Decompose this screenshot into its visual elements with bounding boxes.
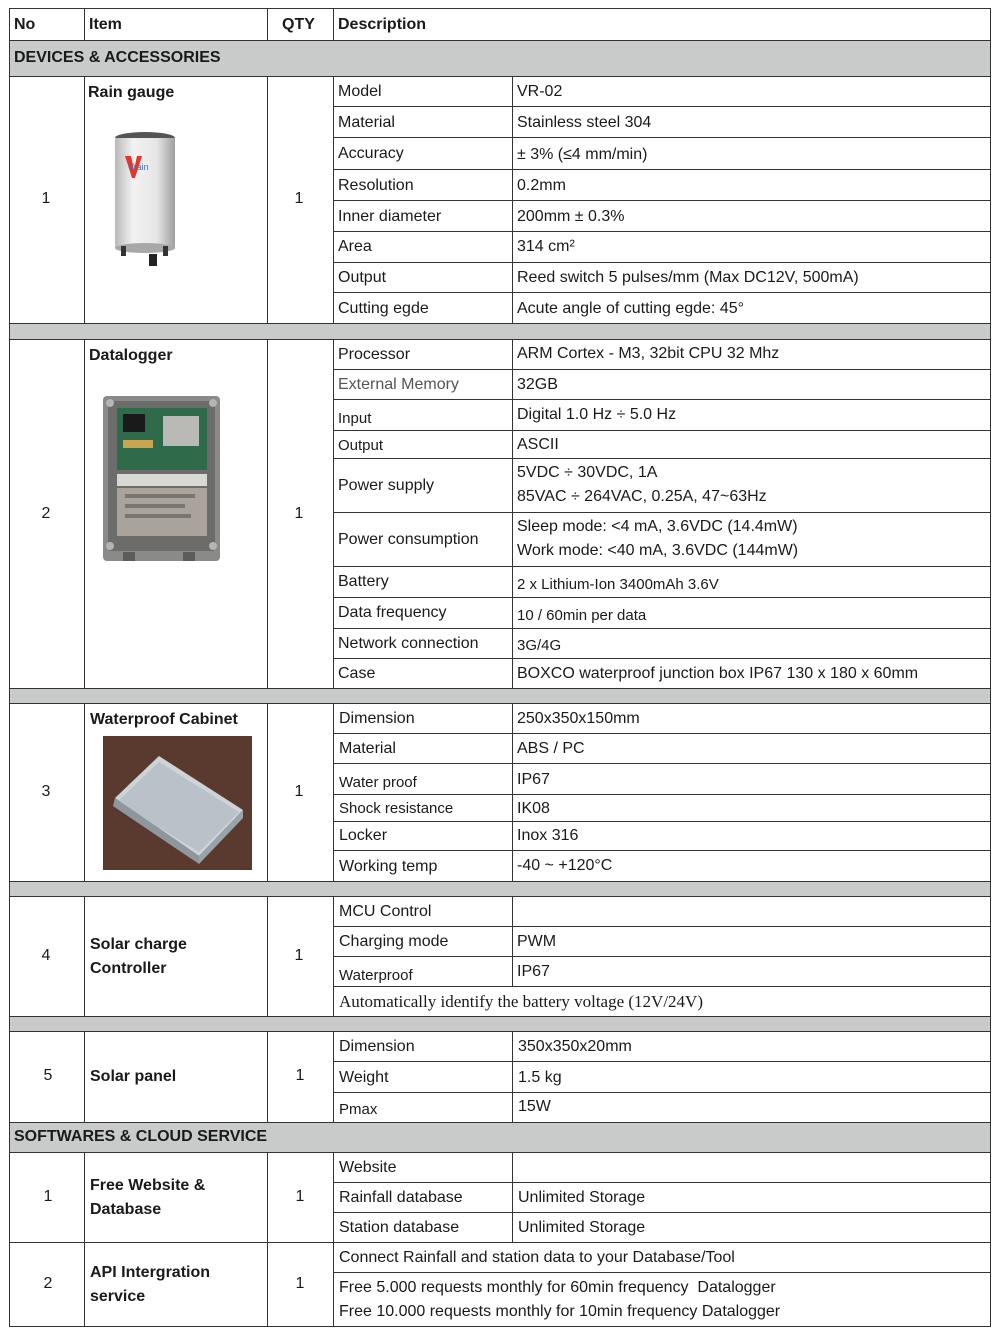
spec-value: IP67 <box>517 771 550 788</box>
row-number: 2 <box>41 505 51 522</box>
row-qty: 1 <box>294 783 304 800</box>
spec-label: Processor <box>338 346 411 363</box>
spec-label: Dimension <box>339 710 415 727</box>
row-number: 3 <box>41 783 51 800</box>
row-number: 1 <box>41 190 51 207</box>
spec-label: Station database <box>339 1219 460 1236</box>
spec-value: 32GB <box>517 376 558 393</box>
spec-value: 0.2mm <box>517 177 566 194</box>
spec-label: Material <box>338 114 395 131</box>
spec-value: PWM <box>517 933 557 950</box>
item-name: Solar panel <box>90 1068 177 1085</box>
service-line: Connect Rainfall and station data to your Database/Tool <box>339 1249 735 1266</box>
item-name: Datalogger <box>89 347 173 364</box>
spec-value: ASCII <box>517 436 559 453</box>
spec-label: Accuracy <box>338 145 404 162</box>
spec-value: BOXCO waterproof junction box IP67 130 x 180 x 60mm <box>517 665 919 682</box>
spec-value: 3G/4G <box>517 637 562 654</box>
row-qty: 1 <box>295 1188 305 1205</box>
rain-gauge-image <box>105 128 185 273</box>
spec-value: Unlimited Storage <box>518 1189 646 1206</box>
spec-value: 314 cm² <box>517 238 575 255</box>
item-name-line1: API Intergration <box>90 1264 211 1281</box>
separator-band <box>9 688 991 703</box>
spec-value: 2 x Lithium-Ion 3400mAh 3.6V <box>517 576 719 593</box>
service-line: Free 5.000 requests monthly for 60min frequency Datalogger <box>339 1279 776 1296</box>
row-number: 1 <box>43 1188 53 1205</box>
spec-label: Charging mode <box>339 933 449 950</box>
item-name-line2: Database <box>90 1201 162 1218</box>
separator-band <box>9 1016 991 1031</box>
spec-value: Acute angle of cutting egde: 45° <box>517 300 745 317</box>
header-item: Item <box>89 16 122 33</box>
row-number: 5 <box>43 1067 53 1084</box>
datalogger-image <box>103 396 220 561</box>
section-title-devices: DEVICES & ACCESSORIES <box>14 49 221 66</box>
spec-label: Power consumption <box>338 531 479 548</box>
row-qty: 1 <box>294 947 304 964</box>
header-qty: QTY <box>282 16 315 33</box>
header-no: No <box>14 16 36 33</box>
spec-value: Inox 316 <box>517 827 579 844</box>
spec-label: Battery <box>338 573 389 590</box>
cabinet-image <box>103 736 252 870</box>
spec-label: Weight <box>339 1069 389 1086</box>
spec-label: Shock resistance <box>339 800 454 817</box>
spec-label: Cutting egde <box>338 300 429 317</box>
spec-label: Water proof <box>339 774 417 791</box>
spec-value: 5VDC ÷ 30VDC, 1A <box>517 464 658 481</box>
spec-label: Case <box>338 665 376 682</box>
spec-label: Network connection <box>338 635 479 652</box>
spec-value: Reed switch 5 pulses/mm (Max DC12V, 500mA) <box>517 269 859 286</box>
item-name: Waterproof Cabinet <box>90 711 238 728</box>
spec-label: Website <box>339 1159 397 1176</box>
spec-label: Power supply <box>338 477 435 494</box>
spec-value: ± 3% (≤4 mm/min) <box>517 146 648 163</box>
spec-value: 15W <box>518 1098 551 1115</box>
spec-value: 1.5 kg <box>518 1069 562 1086</box>
spec-label: MCU Control <box>339 903 432 920</box>
row-qty: 1 <box>295 1067 305 1084</box>
spec-label: Output <box>338 269 387 286</box>
spec-label: Rainfall database <box>339 1189 463 1206</box>
item-name-line2: Controller <box>90 960 167 977</box>
spec-value: IP67 <box>517 963 550 980</box>
spec-value: VR-02 <box>517 83 563 100</box>
spec-label: External Memory <box>338 376 459 393</box>
spec-value: ARM Cortex - M3, 32bit CPU 32 Mhz <box>517 345 780 362</box>
spec-label: Model <box>338 83 382 100</box>
spec-label: Inner diameter <box>338 208 442 225</box>
row-number: 4 <box>41 947 51 964</box>
header-description: Description <box>338 16 427 33</box>
spec-value: -40 ~ +120°C <box>517 857 613 874</box>
row-qty: 1 <box>294 505 304 522</box>
item-name-line1: Solar charge <box>90 936 187 953</box>
spec-label: Resolution <box>338 177 414 194</box>
row-qty: 1 <box>295 1275 305 1292</box>
spec-value: 350x350x20mm <box>518 1038 632 1055</box>
spec-label: Data frequency <box>338 604 447 621</box>
spec-value: Work mode: <40 mA, 3.6VDC (144mW) <box>517 542 799 559</box>
spec-value: 250x350x150mm <box>517 710 640 727</box>
spec-label: Area <box>338 238 372 255</box>
separator-band <box>9 323 991 339</box>
spec-value: Sleep mode: <4 mA, 3.6VDC (14.4mW) <box>517 518 798 535</box>
spec-value: 200mm ± 0.3% <box>517 208 625 225</box>
spec-value: Digital 1.0 Hz ÷ 5.0 Hz <box>517 406 677 423</box>
item-name-line2: service <box>90 1288 146 1305</box>
item-name: Rain gauge <box>88 84 175 101</box>
spec-value: 85VAC ÷ 264VAC, 0.25A, 47~63Hz <box>517 488 767 505</box>
row-qty: 1 <box>294 190 304 207</box>
spec-note: Automatically identify the battery voltage (12V/24V) <box>339 992 703 1011</box>
spec-label: Dimension <box>339 1038 415 1055</box>
rain-gauge-logo: Vrain <box>128 162 149 172</box>
spec-value: 10 / 60min per data <box>517 607 647 624</box>
spec-label: Output <box>338 437 384 454</box>
service-line: Free 10.000 requests monthly for 10min frequency Datalogger <box>339 1303 781 1320</box>
separator-band <box>9 881 991 896</box>
spec-label: Material <box>339 740 396 757</box>
item-name-line1: Free Website & <box>90 1177 206 1194</box>
spec-label: Working temp <box>339 858 438 875</box>
spec-value: Stainless steel 304 <box>517 114 652 131</box>
spec-value: Unlimited Storage <box>518 1219 646 1236</box>
spec-value: ABS / PC <box>517 740 585 757</box>
row-number: 2 <box>43 1275 53 1292</box>
spec-label: Locker <box>339 827 388 844</box>
spec-label: Waterproof <box>339 967 413 984</box>
section-title-software: SOFTWARES & CLOUD SERVICE <box>14 1128 268 1145</box>
spec-value: IK08 <box>517 800 550 817</box>
spec-label: Input <box>338 410 372 427</box>
spec-label: Pmax <box>339 1101 378 1118</box>
